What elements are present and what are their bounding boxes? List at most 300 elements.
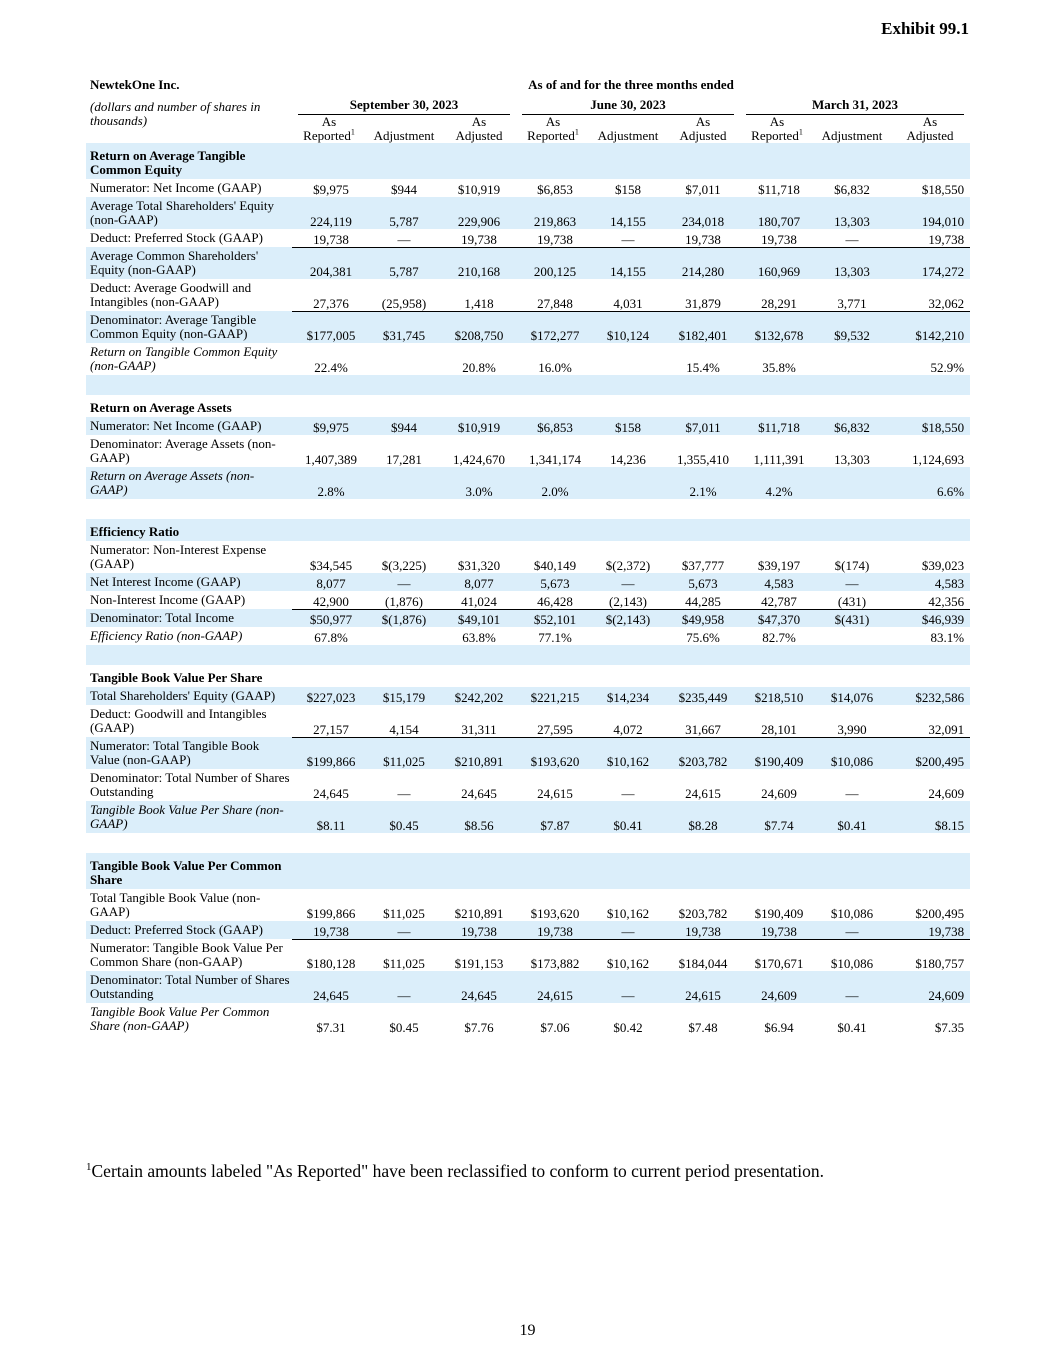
section-header-row <box>86 853 970 889</box>
table-row <box>86 467 970 499</box>
header-row-periods <box>86 98 970 115</box>
cell-value: $47,370 <box>740 609 814 627</box>
cell-value: $11,025 <box>383 906 425 921</box>
cell-value: $10,162 <box>606 956 650 971</box>
cell-value: — <box>590 573 666 591</box>
cell-value: $203,782 <box>666 737 740 769</box>
cell-value: $7,011 <box>685 182 721 197</box>
cell-value: 1,341,174 <box>529 452 581 467</box>
cell-value: $7.35 <box>934 1020 965 1035</box>
cell-value: 14,155 <box>590 197 666 229</box>
cell-value: $6.94 <box>764 1020 794 1035</box>
cell-value: 42,900 <box>292 591 366 609</box>
cell-value: 1,355,410 <box>677 452 729 467</box>
cell-value <box>366 665 442 687</box>
table-row <box>86 435 970 467</box>
cell-value: 2.0% <box>516 467 590 499</box>
cell-value: 19,738 <box>442 229 516 247</box>
cell-value: 5,787 <box>366 247 442 279</box>
row-label: Return on Tangible Common Equity (non-GAAP) <box>90 344 278 373</box>
cell-value: — <box>590 229 666 247</box>
cell-value: $182,401 <box>666 311 740 343</box>
cell-value: 19,738 <box>740 921 814 939</box>
units-note: (dollars and number of shares in thousands) <box>90 99 261 128</box>
cell-value: 224,119 <box>292 197 366 229</box>
cell-value: 5,673 <box>666 573 740 591</box>
cell-value: $232,586 <box>890 687 970 705</box>
cell-value: 67.8% <box>314 630 348 645</box>
row-label: Denominator: Average Tangible Common Equity (non-GAAP) <box>86 311 292 343</box>
cell-value: $170,671 <box>754 956 804 971</box>
footnote-text: Certain amounts labeled "As Reported" have been reclassified to conform to current period presentation. <box>91 1161 825 1181</box>
cell-value: $8.11 <box>292 801 366 833</box>
row-label: Total Tangible Book Value (non-GAAP) <box>90 890 261 919</box>
cell-value: 24,645 <box>461 786 497 801</box>
cell-value: 8,077 <box>292 573 366 591</box>
row-label: Tangible Book Value Per Common Share (non-GAAP) <box>90 1004 270 1033</box>
cell-value: $7.48 <box>688 1020 718 1035</box>
cell-value: 4,583 <box>740 573 814 591</box>
cell-value <box>740 853 814 889</box>
cell-value: 24,615 <box>537 786 573 801</box>
table-row <box>86 591 970 609</box>
table-row <box>86 609 970 627</box>
cell-value: 4,031 <box>590 279 666 311</box>
cell-value: 27,376 <box>292 279 366 311</box>
cell-value: — <box>814 229 890 247</box>
cell-value: $193,620 <box>530 906 580 921</box>
cell-value <box>666 143 740 179</box>
row-label: Denominator: Total Income <box>86 609 292 627</box>
cell-value: 6.6% <box>890 467 970 499</box>
cell-value: 32,091 <box>890 705 970 737</box>
cell-value: 14,236 <box>610 452 646 467</box>
table-row <box>86 197 970 229</box>
cell-value: 174,272 <box>890 247 970 279</box>
cell-value <box>814 467 890 499</box>
cell-value: $158 <box>615 182 641 197</box>
cell-value: 4,583 <box>890 573 970 591</box>
cell-value: $10,919 <box>457 182 501 197</box>
cell-value: 13,303 <box>834 452 870 467</box>
cell-value: $132,678 <box>740 311 814 343</box>
cell-value: $203,782 <box>678 906 728 921</box>
period-header-mar: March 31, 2023 <box>740 98 970 115</box>
table-row <box>86 573 970 591</box>
cell-value: $(2,143) <box>590 609 666 627</box>
cell-value <box>590 467 666 499</box>
footnote-marker: 1 <box>86 1161 92 1174</box>
cell-value: 28,291 <box>740 279 814 311</box>
cell-value: 1,407,389 <box>305 452 357 467</box>
cell-value: 13,303 <box>814 247 890 279</box>
table-row <box>86 247 970 279</box>
cell-value: $8.56 <box>442 801 516 833</box>
cell-value: — <box>366 971 442 1003</box>
cell-value: $184,044 <box>678 956 728 971</box>
cell-value: $(3,225) <box>381 558 427 573</box>
cell-value: $52,101 <box>516 609 590 627</box>
cell-value: 24,609 <box>890 971 970 1003</box>
cell-value <box>814 395 890 417</box>
section-header-row <box>86 143 970 179</box>
cell-value: 1,418 <box>442 279 516 311</box>
cell-value: 229,906 <box>442 197 516 229</box>
cell-value: 204,381 <box>292 247 366 279</box>
cell-value: 82.7% <box>762 630 796 645</box>
cell-value: 19,738 <box>516 921 590 939</box>
cell-value: 75.6% <box>686 630 720 645</box>
cell-value <box>366 467 442 499</box>
company-name: NewtekOne Inc. <box>90 77 180 92</box>
cell-value: $(1,876) <box>366 609 442 627</box>
cell-value: $34,545 <box>309 558 353 573</box>
cell-value: $7.06 <box>540 1020 570 1035</box>
cell-value <box>890 519 970 541</box>
cell-value: 200,125 <box>516 247 590 279</box>
cell-value: 17,281 <box>386 452 422 467</box>
cell-value: 63.8% <box>462 630 496 645</box>
cell-value: $14,234 <box>590 687 666 705</box>
cell-value: $7.87 <box>516 801 590 833</box>
section-header-row <box>86 665 970 687</box>
cell-value: (25,958) <box>366 279 442 311</box>
cell-value: $18,550 <box>921 182 965 197</box>
cell-value <box>814 519 890 541</box>
row-label: Tangible Book Value Per Share (non-GAAP) <box>86 801 292 833</box>
header-row-company <box>86 76 970 98</box>
cell-value <box>366 143 442 179</box>
cell-value: $142,210 <box>890 311 970 343</box>
cell-value <box>814 143 890 179</box>
table-row <box>86 769 970 801</box>
cell-value: $191,153 <box>454 956 504 971</box>
cell-value <box>666 519 740 541</box>
cell-value: 14,155 <box>590 247 666 279</box>
table-row <box>86 705 970 737</box>
cell-value: $6,853 <box>516 417 590 435</box>
cell-value: $242,202 <box>442 687 516 705</box>
cell-value: $49,958 <box>666 609 740 627</box>
cell-value: $6,832 <box>834 182 870 197</box>
cell-value: $46,939 <box>890 609 970 627</box>
cell-value: $7,011 <box>666 417 740 435</box>
reconciliation-table <box>86 76 970 1035</box>
cell-value <box>366 343 442 375</box>
spacer-row <box>86 645 970 665</box>
cell-value: $190,409 <box>740 737 814 769</box>
cell-value <box>442 853 516 889</box>
table-row <box>86 311 970 343</box>
cell-value: $158 <box>590 417 666 435</box>
cell-value: (431) <box>814 591 890 609</box>
cell-value <box>516 519 590 541</box>
cell-value: 5,673 <box>516 573 590 591</box>
spacer-row <box>86 375 970 395</box>
cell-value: 16.0% <box>538 360 572 375</box>
cell-value: 160,969 <box>740 247 814 279</box>
cell-value: 52.9% <box>930 360 965 375</box>
cell-value: 24,609 <box>740 971 814 1003</box>
cell-value: 194,010 <box>890 197 970 229</box>
cell-value <box>740 395 814 417</box>
table-row <box>86 1003 970 1035</box>
cell-value <box>590 395 666 417</box>
cell-value: 31,311 <box>442 705 516 737</box>
cell-value <box>590 143 666 179</box>
cell-value <box>366 853 442 889</box>
cell-value: 24,615 <box>685 786 721 801</box>
row-label: Numerator: Net Income (GAAP) <box>86 417 292 435</box>
cell-value: $7.31 <box>316 1020 346 1035</box>
exhibit-label: Exhibit 99.1 <box>881 19 969 38</box>
cell-value: 1,111,391 <box>753 452 805 467</box>
cell-value: 31,667 <box>666 705 740 737</box>
cell-value: — <box>366 573 442 591</box>
super-header: As of and for the three months ended <box>528 77 734 92</box>
cell-value: 27,848 <box>516 279 590 311</box>
cell-value: $944 <box>366 417 442 435</box>
cell-value: $14,076 <box>814 687 890 705</box>
cell-value: — <box>814 573 890 591</box>
section-header-row <box>86 395 970 417</box>
cell-value: 3,771 <box>814 279 890 311</box>
cell-value: $7.74 <box>740 801 814 833</box>
cell-value <box>590 665 666 687</box>
cell-value: — <box>397 786 411 801</box>
cell-value: 210,168 <box>442 247 516 279</box>
cell-value: — <box>814 921 890 939</box>
row-label: Denominator: Total Number of Shares Outstanding <box>90 770 290 799</box>
cell-value: $193,620 <box>516 737 590 769</box>
cell-value: $199,866 <box>306 906 356 921</box>
cell-value: $6,853 <box>537 182 573 197</box>
cell-value: $0.41 <box>837 1020 867 1035</box>
cell-value <box>516 665 590 687</box>
cell-value <box>366 519 442 541</box>
cell-value <box>516 395 590 417</box>
cell-value: 1,124,693 <box>912 452 965 467</box>
cell-value: $49,101 <box>442 609 516 627</box>
cell-value: 3,990 <box>814 705 890 737</box>
cell-value: 24,609 <box>928 786 965 801</box>
cell-value: $10,086 <box>814 737 890 769</box>
cell-value: $0.45 <box>389 1020 419 1035</box>
cell-value: $190,409 <box>754 906 804 921</box>
cell-value <box>890 143 970 179</box>
cell-value: 180,707 <box>740 197 814 229</box>
cell-value <box>740 665 814 687</box>
cell-value: 2.8% <box>292 467 366 499</box>
cell-value <box>292 395 366 417</box>
row-label: Non-Interest Income (GAAP) <box>90 592 246 607</box>
cell-value: 19,738 <box>516 229 590 247</box>
cell-value: $31,320 <box>457 558 501 573</box>
cell-value <box>740 143 814 179</box>
cell-value: 42,356 <box>890 591 970 609</box>
cell-value: $10,086 <box>830 906 874 921</box>
cell-value: 19,738 <box>292 921 366 939</box>
table-row <box>86 229 970 247</box>
cell-value: 24,645 <box>313 786 349 801</box>
table-row <box>86 971 970 1003</box>
cell-value: (2,143) <box>590 591 666 609</box>
section-title: Efficiency Ratio <box>86 519 292 541</box>
cell-value: $37,777 <box>681 558 725 573</box>
cell-value: — <box>366 921 442 939</box>
cell-value: $9,532 <box>814 311 890 343</box>
cell-value: 77.1% <box>538 630 572 645</box>
cell-value: $0.42 <box>613 1020 643 1035</box>
cell-value: $227,023 <box>292 687 366 705</box>
cell-value <box>516 143 590 179</box>
table-row <box>86 279 970 311</box>
cell-value: 83.1% <box>930 630 965 645</box>
cell-value: — <box>590 921 666 939</box>
cell-value: — <box>366 229 442 247</box>
cell-value: $50,977 <box>292 609 366 627</box>
cell-value: $39,197 <box>757 558 801 573</box>
row-label: Denominator: Average Assets (non-GAAP) <box>90 436 276 465</box>
cell-value: $10,162 <box>606 906 650 921</box>
cell-value: $221,215 <box>516 687 590 705</box>
cell-value <box>292 665 366 687</box>
cell-value: 41,024 <box>442 591 516 609</box>
cell-value: 19,738 <box>666 921 740 939</box>
cell-value: — <box>590 971 666 1003</box>
period-header-sep: September 30, 2023 <box>292 98 516 115</box>
cell-value: 27,595 <box>516 705 590 737</box>
cell-value <box>516 853 590 889</box>
cell-value: 20.8% <box>462 360 496 375</box>
row-label: Deduct: Goodwill and Intangibles (GAAP) <box>90 706 267 735</box>
row-label: Numerator: Tangible Book Value Per Common Share (non-GAAP) <box>90 940 283 969</box>
table-row <box>86 179 970 197</box>
spacer-row <box>86 833 970 853</box>
cell-value <box>814 627 890 645</box>
cell-value: 214,280 <box>666 247 740 279</box>
row-label: Total Shareholders' Equity (GAAP) <box>86 687 292 705</box>
cell-value <box>666 665 740 687</box>
cell-value <box>590 519 666 541</box>
table-row <box>86 737 970 769</box>
row-label: Net Interest Income (GAAP) <box>86 573 292 591</box>
table-row <box>86 417 970 435</box>
cell-value: $11,025 <box>366 737 442 769</box>
row-label: Return on Average Assets (non-GAAP) <box>86 467 292 499</box>
cell-value <box>442 395 516 417</box>
footnote <box>86 1161 824 1182</box>
cell-value: $177,005 <box>292 311 366 343</box>
col-header-as-adjusted: As Adjusted <box>679 114 727 143</box>
cell-value: 35.8% <box>762 360 796 375</box>
cell-value: $944 <box>391 182 417 197</box>
cell-value: $8.15 <box>890 801 970 833</box>
cell-value <box>890 853 970 889</box>
table-row <box>86 687 970 705</box>
cell-value: 4.2% <box>740 467 814 499</box>
cell-value: 27,157 <box>292 705 366 737</box>
cell-value <box>366 627 442 645</box>
cell-value: 8,077 <box>442 573 516 591</box>
cell-value: $0.41 <box>814 801 890 833</box>
cell-value: $8.28 <box>666 801 740 833</box>
cell-value: — <box>845 786 859 801</box>
cell-value: $0.45 <box>366 801 442 833</box>
cell-value: $39,023 <box>921 558 965 573</box>
cell-value: 46,428 <box>516 591 590 609</box>
cell-value <box>366 395 442 417</box>
col-header-as-reported: As Reported$^1$ <box>751 114 803 143</box>
cell-value: 19,738 <box>890 921 970 939</box>
section-title: Return on Average Assets <box>90 400 232 415</box>
cell-value: $9,975 <box>313 182 349 197</box>
cell-value: 19,738 <box>292 229 366 247</box>
cell-value: $(2,372) <box>605 558 651 573</box>
cell-value <box>814 853 890 889</box>
cell-value: 5,787 <box>366 197 442 229</box>
cell-value <box>814 343 890 375</box>
table-row <box>86 939 970 971</box>
cell-value: $15,179 <box>366 687 442 705</box>
cell-value: $(174) <box>834 558 870 573</box>
cell-value: 4,072 <box>590 705 666 737</box>
cell-value: $172,277 <box>516 311 590 343</box>
cell-value: 19,738 <box>740 229 814 247</box>
cell-value: $10,124 <box>590 311 666 343</box>
cell-value: — <box>814 971 890 1003</box>
row-label: Numerator: Non-Interest Expense (GAAP) <box>90 542 267 571</box>
col-header-adjustment: Adjustment <box>597 128 659 143</box>
cell-value: 32,062 <box>890 279 970 311</box>
cell-value: — <box>621 786 635 801</box>
cell-value: 19,738 <box>890 229 970 247</box>
section-title: Tangible Book Value Per Share <box>90 670 263 685</box>
cell-value: $210,891 <box>454 906 504 921</box>
cell-value: $235,449 <box>666 687 740 705</box>
period-header-jun: June 30, 2023 <box>516 98 740 115</box>
row-label: Deduct: Average Goodwill and Intangibles (non-GAAP) <box>90 280 252 309</box>
cell-value: 2.1% <box>666 467 740 499</box>
cell-value: $218,510 <box>740 687 814 705</box>
table-row <box>86 343 970 375</box>
col-header-adjustment: Adjustment <box>373 128 435 143</box>
cell-value <box>442 143 516 179</box>
cell-value <box>292 519 366 541</box>
cell-value: $6,832 <box>814 417 890 435</box>
cell-value <box>292 143 366 179</box>
table-row <box>86 627 970 645</box>
cell-value: 4,154 <box>366 705 442 737</box>
cell-value <box>666 853 740 889</box>
cell-value: 42,787 <box>740 591 814 609</box>
cell-value: $9,975 <box>292 417 366 435</box>
cell-value: $(431) <box>814 609 890 627</box>
row-label: Average Total Shareholders' Equity (non-GAAP) <box>86 197 292 229</box>
cell-value: $200,495 <box>890 737 970 769</box>
cell-value: 19,738 <box>666 229 740 247</box>
cell-value: $199,866 <box>292 737 366 769</box>
cell-value <box>442 665 516 687</box>
cell-value: 219,863 <box>516 197 590 229</box>
cell-value: 31,879 <box>666 279 740 311</box>
cell-value: 24,645 <box>442 971 516 1003</box>
cell-value: 13,303 <box>814 197 890 229</box>
cell-value <box>740 519 814 541</box>
col-header-as-adjusted: As Adjusted <box>906 114 954 143</box>
cell-value: $11,718 <box>740 417 814 435</box>
cell-value: 28,101 <box>740 705 814 737</box>
